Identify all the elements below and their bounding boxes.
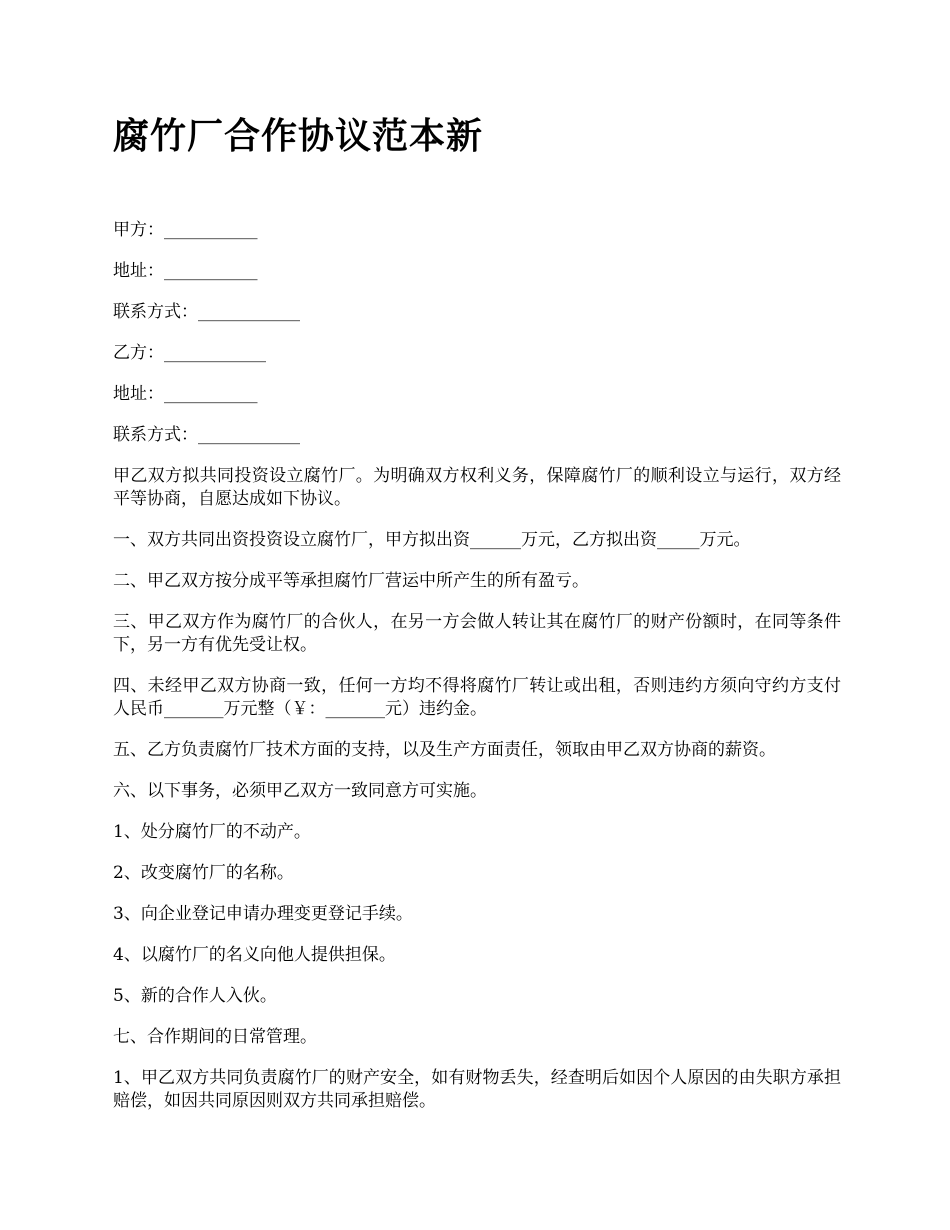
clause-6-item-5: 5、新的合作人入伙。	[113, 986, 277, 1006]
clause-6: 六、以下事务，必须甲乙双方一致同意方可实施。	[113, 781, 487, 801]
party-b-field: 乙方：____________	[113, 343, 266, 363]
clause-5: 五、乙方负责腐竹厂技术方面的支持，以及生产方面责任，领取由甲乙双方协商的薪资。	[113, 740, 776, 760]
clause-7-item-1: 1、甲乙双方共同负责腐竹厂的财产安全，如有财物丢失，经查明后如因个人原因的由失职方承担赔偿，如因共同原因则双方共同承担赔偿。	[113, 1068, 841, 1111]
clause-2: 二、甲乙双方按分成平等承担腐竹厂营运中所产生的所有盈亏。	[113, 571, 589, 591]
intro-paragraph: 甲乙双方拟共同投资设立腐竹厂。为明确双方权利义务，保障腐竹厂的顺利设立与运行，双方经平等协商，自愿达成如下协议。	[113, 466, 841, 509]
document-body	[113, 219, 841, 1131]
clause-1: 一、双方共同出资投资设立腐竹厂，甲方拟出资______万元，乙方拟出资_____万元。	[113, 530, 751, 550]
clause-6-item-2: 2、改变腐竹厂的名称。	[113, 863, 294, 883]
party-b-address-field: 地址：___________	[113, 384, 258, 404]
clause-3: 三、甲乙双方作为腐竹厂的合伙人，在另一方会做人转让其在腐竹厂的财产份额时，在同等条件下，另一方有优先受让权。	[113, 612, 841, 655]
party-b-contact-field: 联系方式：____________	[113, 425, 300, 445]
party-a-contact-field: 联系方式：____________	[113, 302, 300, 322]
party-a-address-field: 地址：___________	[113, 261, 258, 281]
clause-6-item-4: 4、以腐竹厂的名义向他人提供担保。	[113, 945, 396, 965]
party-a-field: 甲方：___________	[113, 220, 258, 240]
clause-6-item-1: 1、处分腐竹厂的不动产。	[113, 822, 311, 842]
clause-6-item-3: 3、向企业登记申请办理变更登记手续。	[113, 904, 413, 924]
clause-7: 七、合作期间的日常管理。	[113, 1027, 317, 1047]
document-title: 腐竹厂合作协议范本新	[113, 116, 484, 157]
clause-4: 四、未经甲乙双方协商一致，任何一方均不得将腐竹厂转让或出租，否则违约方须向守约方支付人民币_______万元整（￥：_______元）违约金。	[113, 676, 841, 719]
